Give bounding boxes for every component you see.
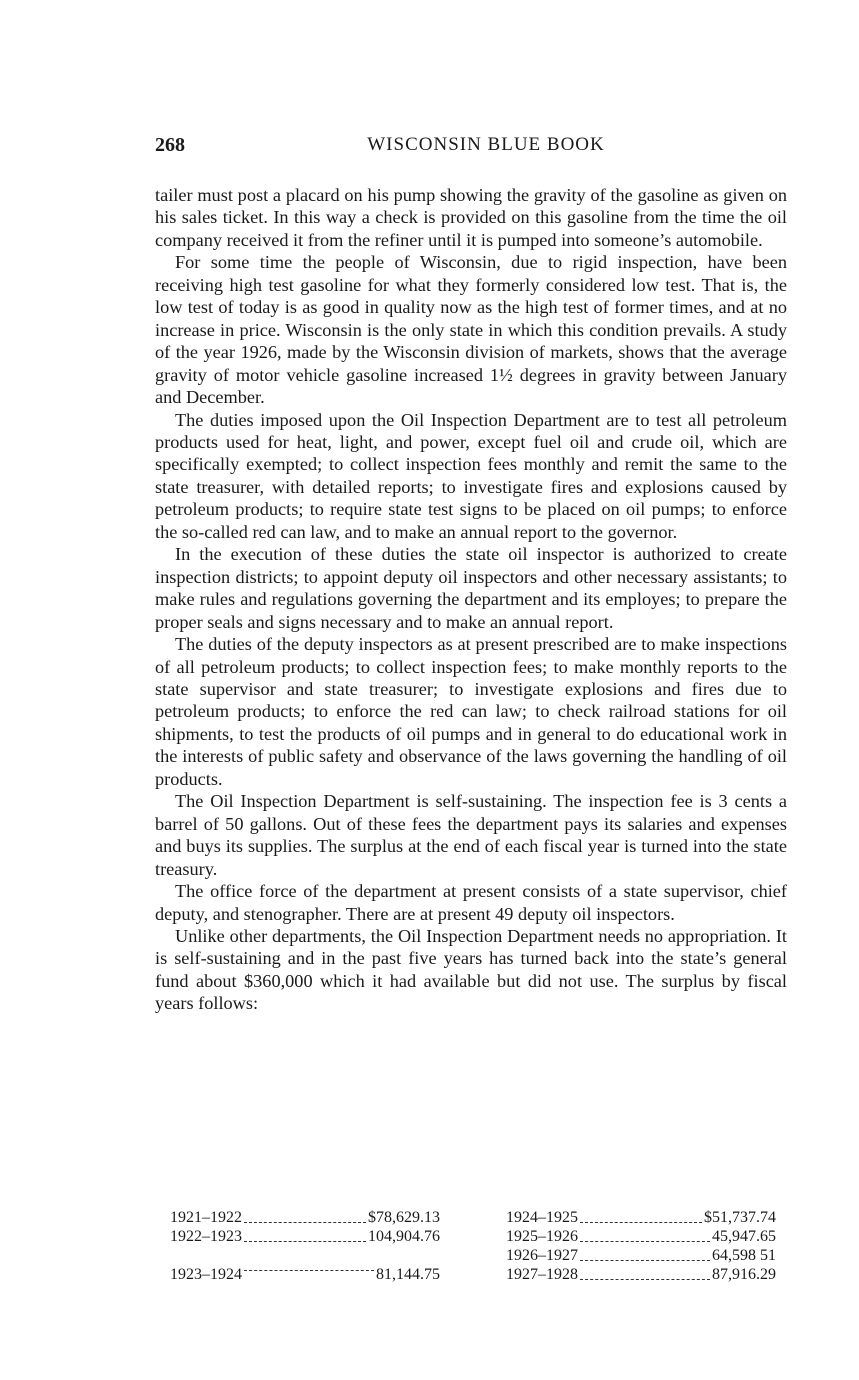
paragraph: The office force of the department at present consists of a state supervisor, chief deputy, and stenographer. There are at present 49 deputy oil inspectors. bbox=[155, 881, 787, 924]
surplus-column-right bbox=[506, 1208, 776, 1284]
fiscal-year: 1925–1926 bbox=[506, 1228, 578, 1245]
fiscal-year: 1927–1928 bbox=[506, 1266, 578, 1283]
dot-leader bbox=[244, 1237, 366, 1242]
fiscal-year: 1922–1923 bbox=[170, 1228, 242, 1245]
surplus-row bbox=[170, 1246, 440, 1284]
dot-leader bbox=[580, 1218, 702, 1223]
surplus-row bbox=[170, 1208, 440, 1227]
paragraph: For some time the people of Wisconsin, due to rigid inspection, have been receiving high test gasoline for what they formerly considered low test. That is, the low test of today is as good in quality now as the high test of former times, and at no increase in price. Wisconsin is the only state in which this condition prevails. A study of the year 1926, made by the Wisconsin division of markets, shows that the average gravity of motor vehicle gasoline increased 1½ degrees in gravity between January and December. bbox=[155, 252, 787, 408]
fiscal-year: 1921–1922 bbox=[170, 1209, 242, 1226]
fiscal-year: 1923–1924 bbox=[170, 1266, 242, 1283]
paragraph: Unlike other departments, the Oil Inspection Department needs no appropriation. It is self-sustaining and in the past five years has turned back into the state’s general fund about $360,000 which it had available but did not use. The surplus by fiscal years follows: bbox=[155, 925, 787, 1014]
surplus-amount: $78,629.13 bbox=[368, 1209, 440, 1226]
dot-leader bbox=[244, 1266, 374, 1271]
surplus-row bbox=[506, 1208, 776, 1227]
dot-leader bbox=[580, 1275, 710, 1280]
paragraph: tailer must post a placard on his pump showing the gravity of the gasoline as given on his sales ticket. In this way a check is provided on this gasoline from the time the oil company received it from the refiner until it is pumped into someone’s automobile. bbox=[155, 185, 787, 250]
body-text bbox=[155, 184, 787, 1015]
dot-leader bbox=[580, 1237, 710, 1242]
page-header bbox=[155, 134, 787, 162]
surplus-row bbox=[506, 1265, 776, 1284]
fiscal-year: 1924–1925 bbox=[506, 1209, 578, 1226]
surplus-amount: 45,947.65 bbox=[712, 1228, 776, 1245]
dot-leader bbox=[244, 1218, 366, 1223]
surplus-column-left bbox=[170, 1208, 440, 1284]
surplus-amount: 64,598 51 bbox=[712, 1247, 776, 1264]
page-number: 268 bbox=[155, 134, 185, 156]
surplus-row bbox=[170, 1227, 440, 1246]
surplus-row bbox=[506, 1246, 776, 1265]
paragraph: The duties of the deputy inspectors as at present prescribed are to make inspections of all petroleum products; to collect inspection fees; to make monthly reports to the state supervisor and state treasurer; to investigate explosions and fires due to petroleum products; to enforce the red can law; to check railroad stations for oil shipments, to test the products of oil pumps and in general to do educational work in the interests of public safety and observance of the laws governing the handling of oil products. bbox=[155, 634, 787, 789]
surplus-amount: 87,916.29 bbox=[712, 1266, 776, 1283]
running-head: WISCONSIN BLUE BOOK bbox=[367, 134, 605, 155]
surplus-row bbox=[506, 1227, 776, 1246]
dot-leader bbox=[580, 1256, 710, 1261]
surplus-amount: 81,144.75 bbox=[376, 1266, 440, 1283]
surplus-amount: $51,737.74 bbox=[704, 1209, 776, 1226]
paragraph: The Oil Inspection Department is self-sustaining. The inspection fee is 3 cents a barrel of 50 gallons. Out of these fees the department pays its salaries and expenses and buys its supplies. The surplus at the end of each fiscal year is turned into the state treasury. bbox=[155, 791, 787, 879]
fiscal-year: 1926–1927 bbox=[506, 1247, 578, 1264]
surplus-amount: 104,904.76 bbox=[368, 1228, 440, 1245]
paragraph: In the execution of these duties the state oil inspector is authorized to create inspection districts; to appoint deputy oil inspectors and other necessary assistants; to make rules and regulations governing the department and its employes; to prepare the proper seals and signs necessary and to make an annual report. bbox=[155, 544, 787, 632]
paragraph: The duties imposed upon the Oil Inspection Department are to test all petroleum products used for heat, light, and power, except fuel oil and crude oil, which are specifically exempted; to collect inspection fees monthly and remit the same to the state treasurer, with detailed reports; to investigate fires and explosions caused by petroleum products; to require state test signs to be placed on oil pumps; to enforce the so-called red can law, and to make an annual report to the governor. bbox=[155, 409, 787, 542]
